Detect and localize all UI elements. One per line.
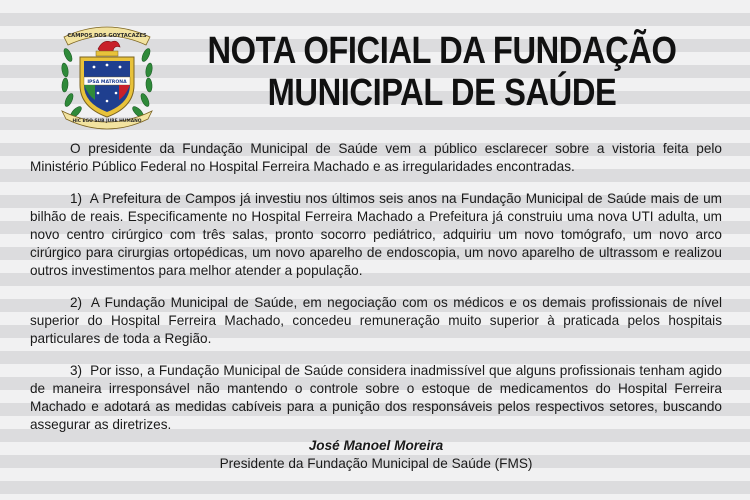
title-line-2: MUNICIPAL DE SAÚDE: [267, 72, 617, 114]
item-text: A Prefeitura de Campos já investiu nos últimos seis anos na Fundação Municipal de Saúde mais de um bilhão de reais. Especificamente no Hospital Ferreira Machado a Prefeitura já construiu uma nova UTI adulta, um novo centro cirúrgico com três salas, pronto socorro pediátrico, adquiriu um novo tomógrafo, um novo arco cirúrgico para cirurgias ortopédicas, um novo aparelho de endoscopia, um novo aparelho de ultrassom e realizou outros investimentos para melhor atender a população.: [30, 191, 722, 278]
signatory-role: Presidente da Fundação Municipal de Saúde (FMS): [219, 456, 533, 471]
item-paragraph-3: [30, 362, 722, 434]
intro-paragraph: O presidente da Fundação Municipal de Saúde vem a público esclarecer sobre a vistoria feita pelo Ministério Público Federal no Hospital Ferreira Machado e as irregularidades encontradas.: [30, 141, 722, 174]
item-number: 3): [70, 363, 83, 378]
title-line-1: NOTA OFICIAL DA FUNDAÇÃO: [207, 30, 677, 72]
item-number: 2): [70, 295, 83, 310]
item-text: A Fundação Municipal de Saúde, em negociação com os médicos e os demais profissionais de nível superior do Hospital Ferreira Machado, concedeu remuneração muito superior à praticada pelos hospitais particulares de toda a Região.: [30, 295, 723, 346]
item-paragraph-1: [30, 190, 722, 280]
note-body: [30, 140, 722, 448]
item-number: 1): [70, 191, 83, 206]
item-paragraph-2: [30, 294, 722, 348]
signatory-name: José Manoel Moreira: [308, 438, 444, 453]
item-text: Por isso, a Fundação Municipal de Saúde considera inadmissível que alguns profissionais tenham agido de maneira irresponsável não mantendo o controle sobre o estoque de medicamentos do Hospital Ferreira Machado e adotará as medidas cabíveis para a punição dos responsáveis pelos respectivos setores, buscando assegurar as diretrizes.: [30, 363, 722, 432]
ribbon-top-text: CAMPOS DOS GOYTACAZES: [67, 33, 147, 39]
page-title: [201, 30, 683, 114]
city-coat-of-arms: [58, 15, 156, 133]
signature-block: [30, 437, 722, 473]
shield-motto-text: IPSA MATRONA: [87, 80, 127, 86]
crest-bird: [98, 41, 120, 52]
ribbon-bottom-text: HIC EGO SUB JURE HUMANO: [72, 119, 142, 124]
